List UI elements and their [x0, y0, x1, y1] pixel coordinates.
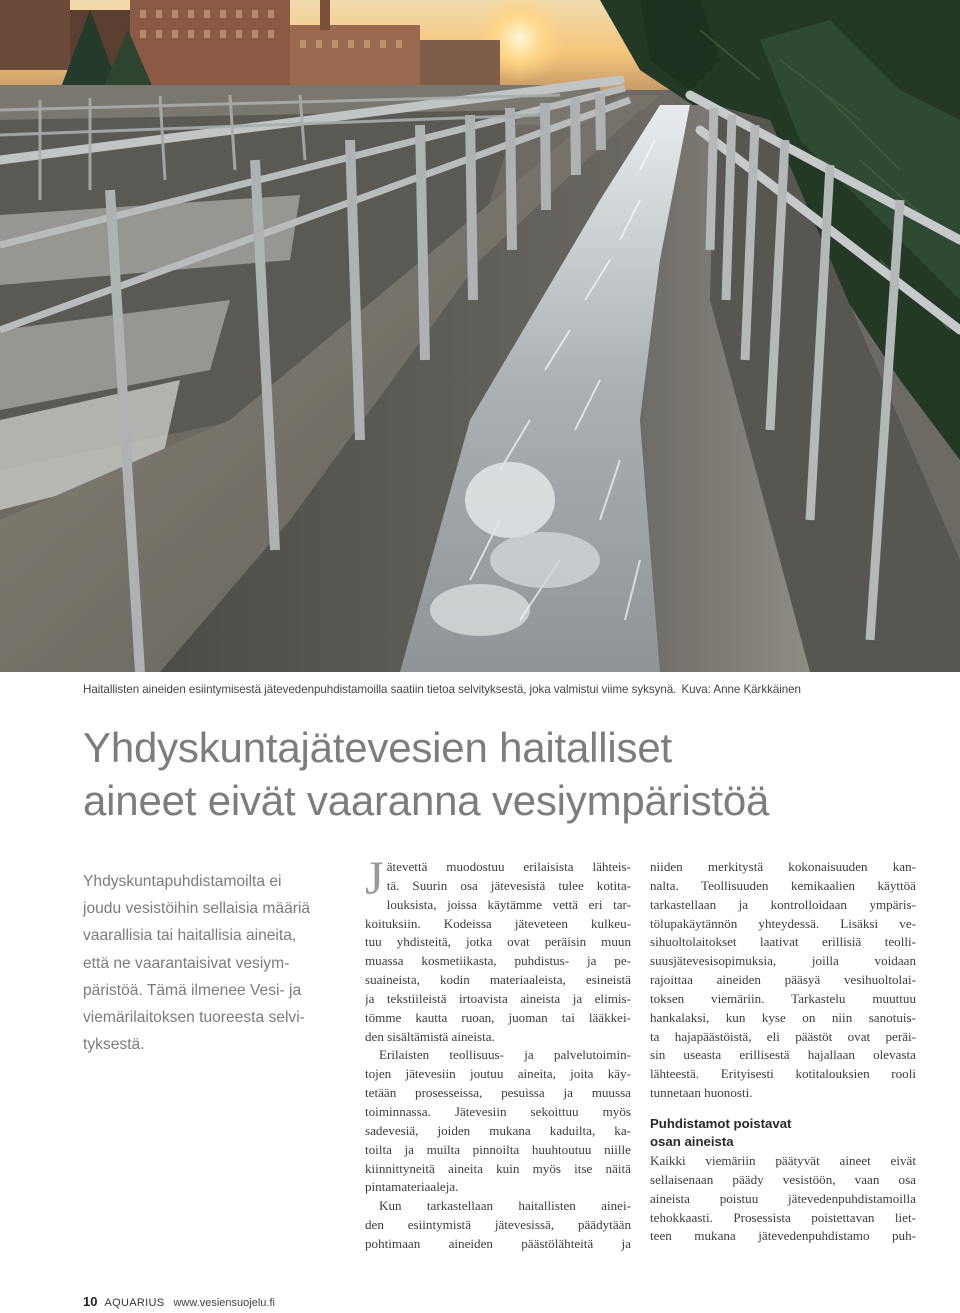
body-line: den esiintymistä jätevesissä, päädytään — [365, 1217, 631, 1233]
subheading-line: Puhdistamot poistavat — [650, 1115, 792, 1131]
page-footer — [83, 1294, 275, 1309]
page-number: 10 — [83, 1294, 98, 1309]
section-subheading — [650, 1115, 916, 1152]
body-line: lähteestä. Erityisesti kotitalouksien rooli — [650, 1066, 916, 1082]
body-line: tölupakäytännön yhteydessä. Lisäksi ve- — [650, 915, 916, 931]
body-line: toiminnassa. Jätevesiin sekoittuu myös — [365, 1103, 631, 1119]
body-line: sihuoltolaitokset laativat erillisiä teolli- — [650, 934, 916, 950]
photo-credit: Kuva: Anne Kärkkäinen — [681, 683, 801, 696]
body-line: suusjätevesisopimuksia, joilla voidaan — [650, 953, 916, 969]
body-line: toksen viemäriin. Tarkastelu muuttuu — [650, 990, 916, 1006]
body-line: tä. Suurin osa jätevesistä tulee kotita- — [386, 877, 631, 893]
headline-line-2: aineet eivät vaaranna vesiympäristöä — [83, 777, 770, 824]
lead-line: joudu vesistöihin sellaisia määriä — [83, 900, 311, 918]
body-line: ja tekstiileistä irtoavista aineista ja elimis- — [365, 990, 631, 1006]
body-line: tehokkaasti. Prosessista poistettavan liet- — [650, 1209, 916, 1225]
body-line: sadevesiä, joiden mukana kaduilta, ka- — [365, 1122, 631, 1138]
lead-line: viemärilaitoksen tuoreesta selvi- — [83, 1009, 305, 1027]
body-line: toilta ja muilta pinnoilta huuhtoutuu niille — [365, 1141, 631, 1157]
body-line: tuu yhdisteitä, jotka ovat peräisin muun — [365, 934, 631, 950]
lead-line: Yhdyskuntapuhdistamoilta ei — [83, 873, 282, 890]
body-line: hankalaksi, kun kyse on niin sanotuis- — [650, 1009, 916, 1025]
body-line: pintamateriaaleja. — [365, 1179, 459, 1195]
body-line: niiden merkitystä kokonaisuuden kan- — [650, 859, 916, 874]
body-line: ätevettä muodostuu erilaisista lähteis- — [386, 859, 631, 874]
body-line: rajoittaa aineiden pääsyä vesihuoltolai- — [650, 972, 916, 988]
body-line: louksista, joissa käytämme vettä eri tar- — [386, 896, 631, 912]
body-line: Erilaisten teollisuus- ja palvelutoimin- — [379, 1047, 631, 1063]
body-line: tömme kautta ruoan, juoman tai lääkkei- — [365, 1009, 631, 1025]
body-line: den sisältämistä aineista. — [365, 1028, 495, 1044]
drop-cap: J — [365, 852, 384, 905]
article-lead — [83, 868, 343, 1058]
body-column-3 — [650, 858, 916, 1246]
body-line: tetään prosesseissa, pesuissa ja muussa — [365, 1085, 631, 1101]
body-line: muassa kosmetiikasta, puhdistus- ja pe- — [365, 953, 631, 969]
body-line: koituksiin. Kodeissa jäteveteen kulkeu- — [365, 915, 631, 931]
body-line: aineista poistuu jätevedenpuhdistamoilla — [650, 1190, 916, 1206]
lead-line: että ne vaarantaisivat vesiym- — [83, 954, 290, 972]
body-line: tojen jätevesiin joutuu aineita, joita käy- — [365, 1066, 631, 1082]
lead-line: päristöä. Tämä ilmenee Vesi- ja — [83, 981, 302, 999]
lead-line: tyksestä. — [83, 1036, 145, 1054]
body-line: teen mukana jätevedenpuhdistamo puh- — [650, 1228, 916, 1244]
subheading-line: osan aineista — [650, 1134, 734, 1150]
body-line: suaineista, kodin materiaaleista, esineistä — [365, 972, 631, 988]
photo-caption — [83, 683, 801, 696]
body-line: Kun tarkastellaan haitallisten ainei- — [379, 1198, 631, 1214]
lead-line: vaarallisia tai haitallisia aineita, — [83, 927, 297, 945]
magazine-name: AQUARIUS — [104, 1297, 165, 1309]
body-line: Kaikki viemäriin päätyvät aineet eivät — [650, 1152, 916, 1168]
body-line: tunnetaan huonosti. — [650, 1085, 753, 1101]
website-link[interactable]: www.vesiensuojelu.fi — [173, 1297, 275, 1309]
body-column-2 — [365, 852, 631, 1254]
body-line: pohtimaan aineiden päästölähteitä ja — [365, 1235, 631, 1251]
body-line: kiinnittyneitä aineita kuin myös itse näitä — [365, 1160, 631, 1176]
body-line: sellaisenaan päädy vesistöön, vaan osa — [650, 1171, 916, 1187]
body-line: tarkastellaan ja kontrolloidaan ympäris- — [650, 896, 916, 912]
headline-line-1: Yhdyskuntajätevesien haitalliset — [83, 724, 672, 771]
caption-text: Haitallisten aineiden esiintymisestä jätevedenpuhdistamoilla saatiin tietoa selvityksestä, joka valmistui viime syksynä. — [83, 683, 677, 696]
body-line: ta hajapäästöistä, eli päästöt ovat peräi- — [650, 1028, 916, 1044]
body-line: sin useasta erillisestä hajallaan olevasta — [650, 1047, 916, 1063]
article-headline — [83, 721, 769, 827]
body-line: nalta. Teollisuuden kemikaalien käyttöä — [650, 877, 916, 893]
